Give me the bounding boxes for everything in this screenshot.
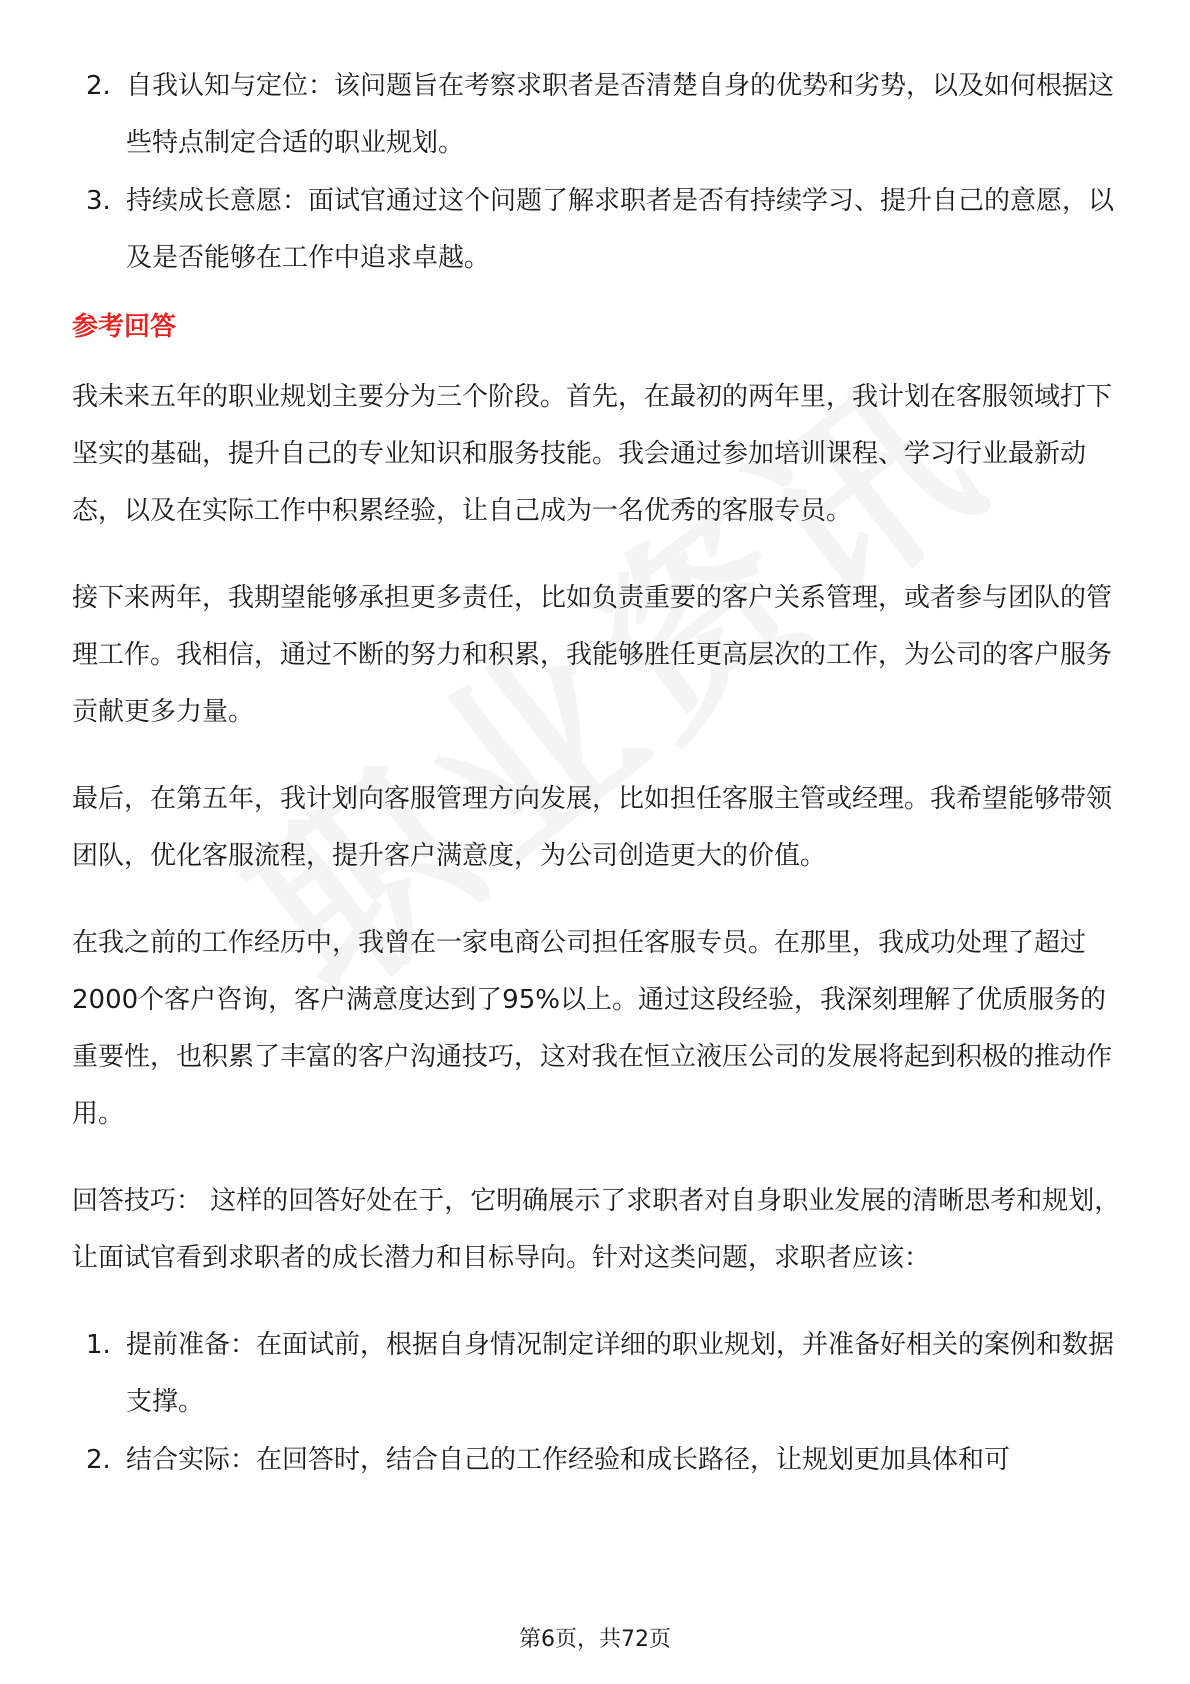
list-item xyxy=(72,173,1122,287)
list-item-term: 结合实际： xyxy=(126,1445,257,1475)
list-item xyxy=(72,58,1122,172)
list-item-text: 面试官通过这个问题了解求职者是否有持续学习、提升自己的意愿，以及是否能够在工作中追求卓越。 xyxy=(126,186,1115,273)
list-item-term: 持续成长意愿： xyxy=(126,186,309,216)
list-item-text: 在回答时，结合自己的工作经验和成长路径，让规划更加具体和可 xyxy=(256,1445,1011,1475)
answer-paragraph: 在我之前的工作经历中，我曾在一家电商公司担任客服专员。在那里，我成功处理了超过2000个客户咨询，客户满意度达到了95%以上。通过这段经验，我深刻理解了优质服务的重要性，也积累了丰富的客户沟通技巧，这对我在恒立液压公司的发展将起到积极的推动作用。 xyxy=(72,928,1113,1129)
page-content xyxy=(72,58,1122,1490)
list-item-term: 自我认知与定位： xyxy=(126,71,335,101)
list-item-text: 在面试前，根据自身情况制定详细的职业规划，并准备好相关的案例和数据支撑。 xyxy=(126,1330,1115,1417)
section-heading: 参考回答 xyxy=(72,312,177,342)
list-item-number: 2. xyxy=(86,1445,111,1475)
list-item-number: 3. xyxy=(86,186,111,216)
answer-paragraph: 最后，在第五年，我计划向客服管理方向发展，比如担任客服主管或经理。我希望能够带领团队，优化客服流程，提升客户满意度，为公司创造更大的价值。 xyxy=(72,784,1113,871)
list-item-number: 1. xyxy=(86,1330,111,1360)
evaluation-points-list xyxy=(72,58,1122,287)
tips-list xyxy=(72,1317,1122,1489)
list-item xyxy=(72,1317,1122,1431)
answer-paragraph: 接下来两年，我期望能够承担更多责任，比如负责重要的客户关系管理，或者参与团队的管理工作。我相信，通过不断的努力和积累，我能够胜任更高层次的工作，为公司的客户服务贡献更多力量。 xyxy=(72,583,1113,727)
list-item xyxy=(72,1432,1122,1489)
tips-paragraph: 回答技巧： 这样的回答好处在于，它明确展示了求职者对自身职业发展的清晰思考和规划，让面试官看到求职者的成长潜力和目标导向。针对这类问题，求职者应该： xyxy=(72,1186,1121,1273)
answer-paragraph: 我未来五年的职业规划主要分为三个阶段。首先，在最初的两年里，我计划在客服领域打下坚实的基础，提升自己的专业知识和服务技能。我会通过参加培训课程、学习行业最新动态，以及在实际工作中积累经验，让自己成为一名优秀的客服专员。 xyxy=(72,382,1113,526)
list-item-number: 2. xyxy=(86,71,111,101)
list-item-term: 提前准备： xyxy=(126,1330,257,1360)
page-number: 第6页，共72页 xyxy=(519,1627,671,1652)
list-item-text: 该问题旨在考察求职者是否清楚自身的优势和劣势，以及如何根据这些特点制定合适的职业规划。 xyxy=(126,71,1115,158)
